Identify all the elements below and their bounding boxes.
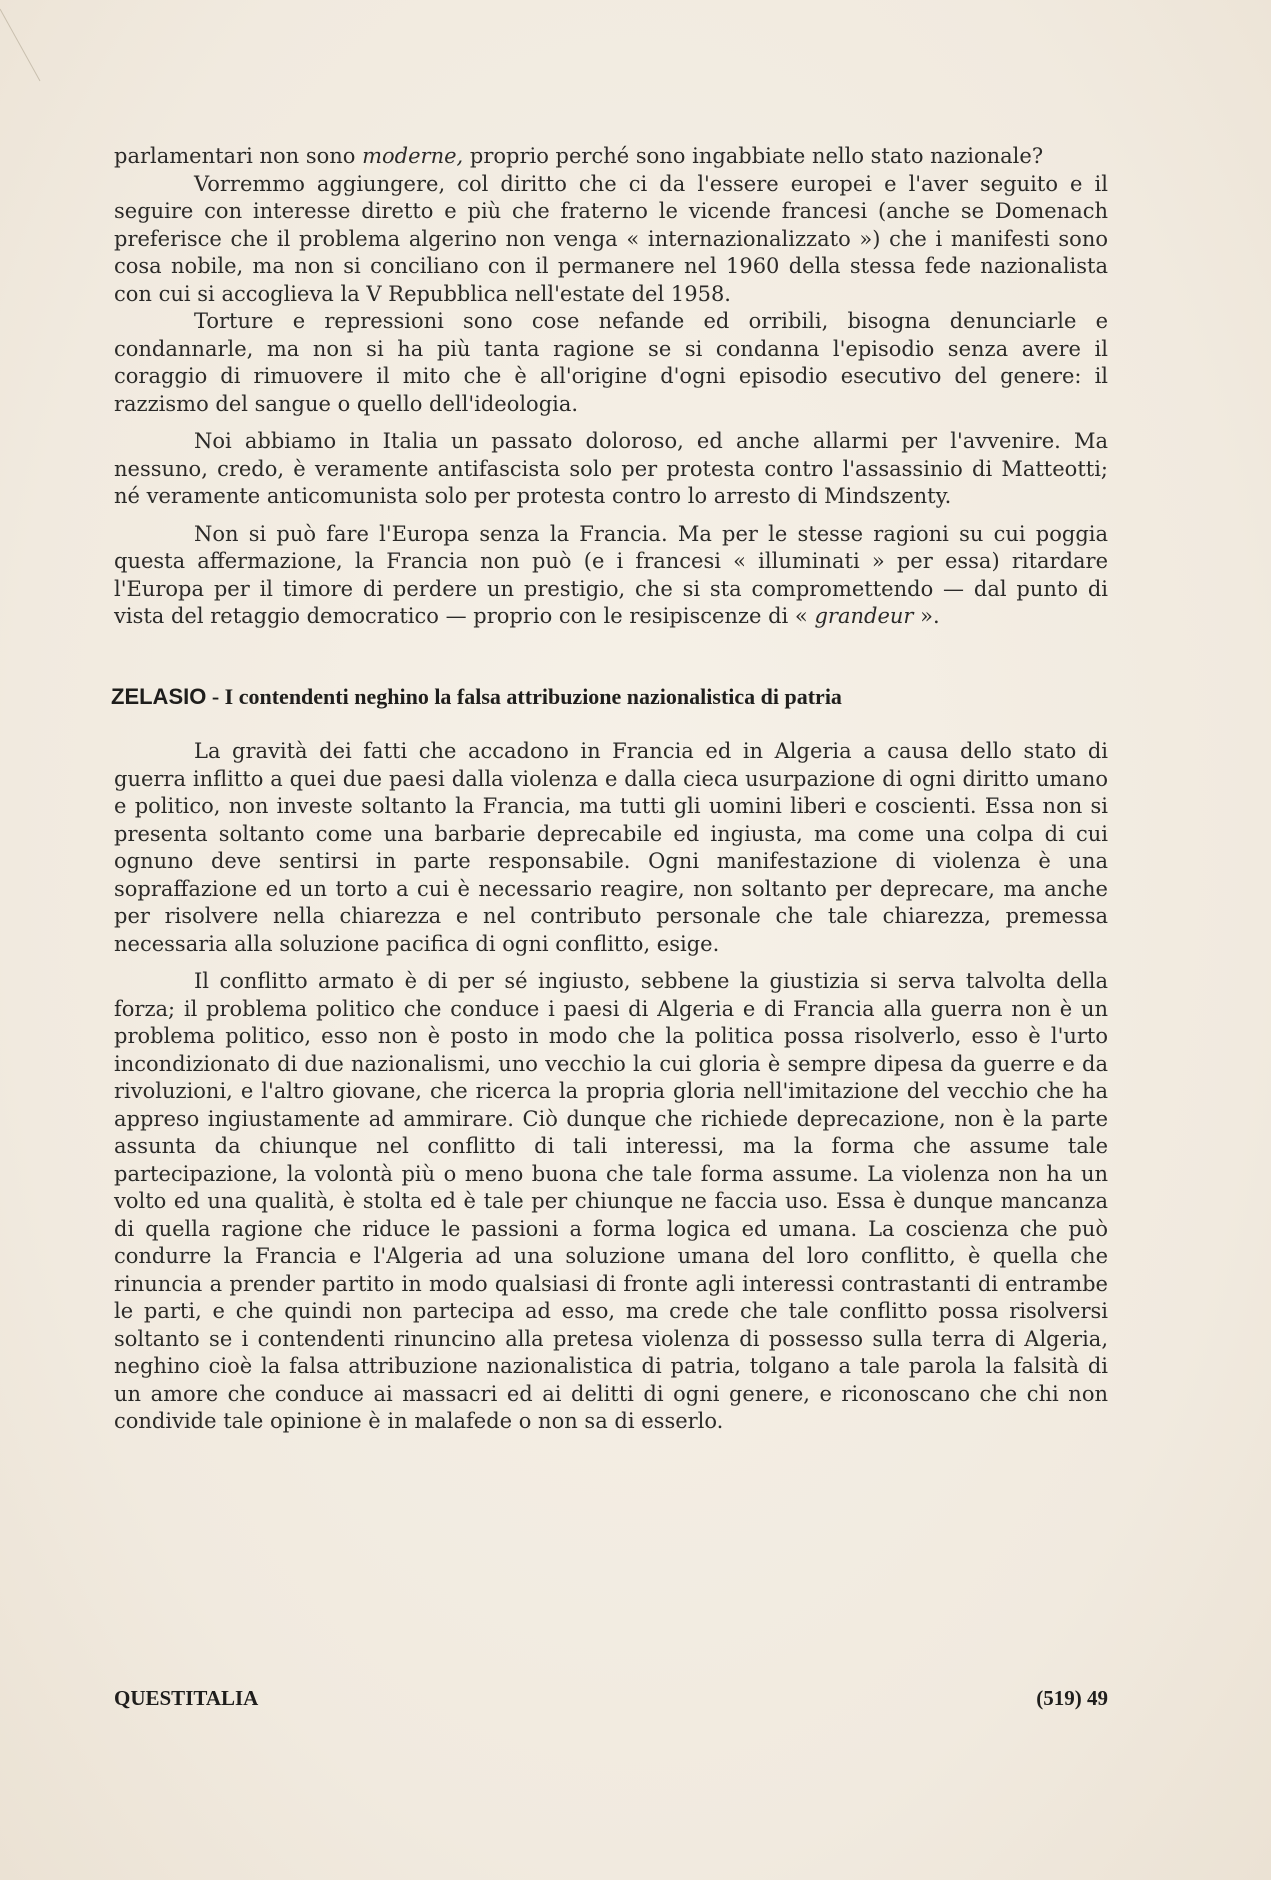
paragraph-5-end: ».: [913, 604, 940, 628]
page-number: (519) 49: [1036, 1686, 1108, 1710]
section-paragraph-2: Il conflitto armato è di per sé ingiusto, sebbene la giustizia si serva talvolta della forza; il problema politico che conduce i paesi di Algeria e di Francia alla guerra non è un problema politico, esso non è posto in modo che la politica possa risolverlo, esso è l'urto incondizionato di due nazionalismi, uno vecchio la cui gloria è sempre dipesa da guerre e da rivoluzioni, e l'altro giovane, che ricerca la propria gloria nell'imitazione del vecchio che ha appreso ingiustamente ad ammirare. Ciò dunque che richiede deprecazione, non è la parte assunta da chiunque nel conflitto di tali interessi, ma la forma che assume tale partecipazione, la volontà più o meno buona che tale forma assume. La violenza non ha un volto ed una qualità, è stolta ed è tale per chiunque ne faccia uso. Essa è dunque mancanza di quella ragione che riduce le passioni a forma logica ed umana. La coscienza che può condurre la Francia e l'Algeria ad una soluzione umana del loro conflitto, è quella che rinuncia a prender partito in modo qualsiasi di fronte agli interessi contrastanti di entrambe le parti, e che quindi non partecipa ad esso, ma crede che tale conflitto possa risolversi soltanto se i contendenti rinuncino alla pretesa violenza di possesso sulla terra di Algeria, neghino cioè la falsa attribuzione nazionalistica di patria, tolgano a tale parola la falsità di un amore che conduce ai massacri ed ai delitti di ogni genere, e riconoscano che chi non condivide tale opinione è in malafede o non sa di esserlo.: [114, 969, 1108, 1433]
paragraph-1: [114, 143, 1108, 171]
section-heading: [111, 683, 1108, 711]
journal-name: QUESTITALIA: [114, 1686, 259, 1710]
paragraph-3: Torture e repressioni sono cose nefande ed orribili, bisogna denunciarle e condannarle, ma non si ha più tanta ragione se si condanna l'episodio senza avere il coraggio di rimuovere il mito che è all'origine d'ogni episodio esecutivo del genere: il razzismo del sangue o quello dell'ideologia.: [114, 309, 1108, 416]
paragraph-1-end: proprio perché sono ingabbiate nello stato nazionale?: [463, 144, 1044, 168]
paragraph-1-italic: moderne,: [362, 144, 464, 168]
paragraph-5-italic: grandeur: [814, 604, 914, 628]
section-speaker: ZELASIO: [111, 683, 207, 709]
text-column: [111, 143, 1108, 1436]
paragraph-1-start: parlamentari non sono: [114, 144, 363, 168]
section-separator: -: [206, 683, 225, 709]
section-paragraph-1: La gravità dei fatti che accadono in Francia ed in Algeria a causa dello stato di guerra inflitto a quei due paesi dalla violenza e dalla cieca usurpazione di ogni diritto umano e politico, non investe soltanto la Francia, ma tutti gli uomini liberi e coscienti. Essa non si presenta soltanto come una barbarie deprecabile ed ingiusta, ma come una colpa di cui ognuno deve sentirsi in parte responsabile. Ogni manifestazione di violenza è una sopraffazione ed un torto a cui è necessario reagire, non soltanto per deprecare, ma anche per risolvere nella chiarezza e nel contributo personale che tale chiarezza, premessa necessaria alla soluzione pacifica di ogni conflitto, esige.: [114, 739, 1108, 956]
page-corner-fold: [0, 0, 70, 91]
paragraph-4: Noi abbiamo in Italia un passato doloroso, ed anche allarmi per l'avvenire. Ma nessuno, credo, è veramente antifascista solo per protesta contro l'assassinio di Matteotti; né veramente anticomunista solo per protesta contro lo arresto di Mindszenty.: [114, 429, 1108, 508]
paragraph-2: Vorremmo aggiungere, col diritto che ci da l'essere europei e l'aver seguito e il seguire con interesse diretto e più che fraterno le vicende francesi (anche se Domenach preferisce che il problema algerino non venga « internazionalizzato ») che i manifesti sono cosa nobile, ma non si conciliano con il permanere nel 1960 della stessa fede nazionalista con cui si accoglieva la V Repubblica nell'estate del 1958.: [114, 171, 1108, 306]
paragraph-5: [114, 521, 1108, 631]
paragraph-5-start: Non si può fare l'Europa senza la Francia. Ma per le stesse ragioni su cui poggia questa affermazione, la Francia non può (e i francesi « illuminati » per essa) ritardare l'Europa per il timore di perdere un prestigio, che si sta compromettendo — dal punto di vista del retaggio democratico — proprio con le resipiscenze di «: [114, 521, 1108, 628]
section-title: I contendenti neghino la falsa attribuzione nazionalistica di patria: [224, 683, 842, 709]
